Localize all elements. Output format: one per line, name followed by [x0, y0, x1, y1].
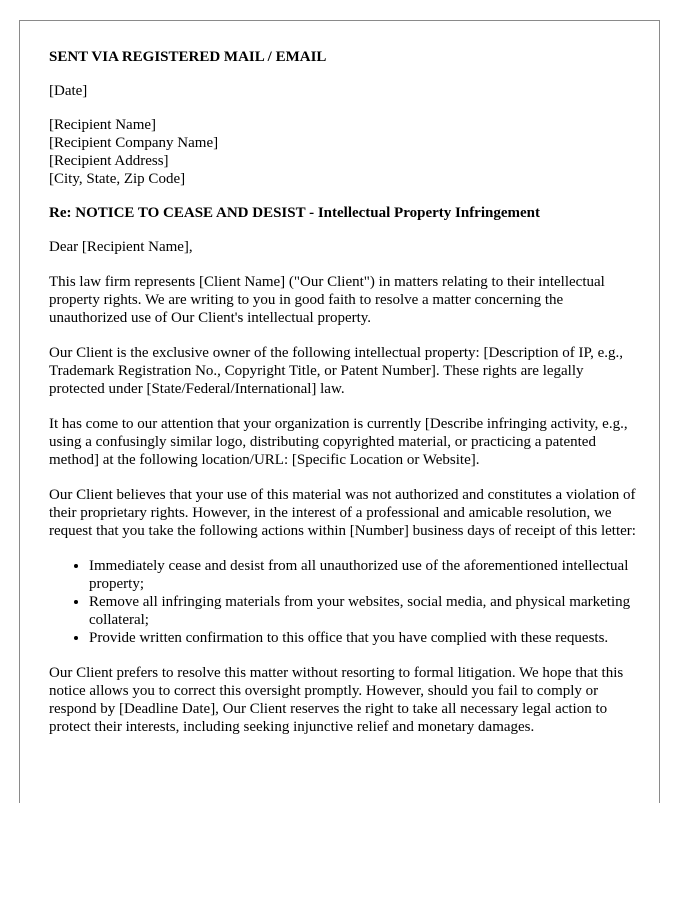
recipient-name: [Recipient Name] [49, 117, 157, 133]
letter-date: [Date] [49, 83, 88, 99]
letter-body [49, 48, 639, 753]
closing-paragraph: Our Client prefers to resolve this matter without resorting to formal litigation. We hope that this notice allows you to correct this oversight promptly. However, should you fail to comply or respond by [Deadline Date], Our Client reserves the right to take all necessary legal action to protect their interests, including seeking injunctive relief and monetary damages. [49, 665, 624, 735]
paragraph: This law firm represents [Client Name] ("Our Client") in matters relating to their intellectual property rights. We are writing to you in good faith to resolve a matter concerning the unauthorized use of Our Client's intellectual property. [49, 274, 605, 326]
recipient-address-block [49, 116, 639, 188]
list-item: • Provide written confirmation to this office that you have complied with these requests. [89, 629, 639, 647]
subject-line: Re: NOTICE TO CEASE AND DESIST - Intellectual Property Infringement [49, 205, 541, 221]
paragraph: It has come to our attention that your organization is currently [Describe infringing activity, e.g., using a confusingly similar logo, distributing copyrighted material, or practicing a patented method] at the following location/URL: [Specific Location or Website]. [49, 416, 628, 468]
delivery-method-heading: SENT VIA REGISTERED MAIL / EMAIL [49, 49, 327, 65]
recipient-company: [Recipient Company Name] [49, 135, 219, 151]
list-item: • Remove all infringing materials from your websites, social media, and physical marketing collateral; [89, 593, 639, 629]
action-items-list [49, 557, 639, 647]
letter-page [19, 20, 660, 803]
paragraph: Our Client believes that your use of this material was not authorized and constitutes a violation of their proprietary rights. However, in the interest of a professional and amicable resolution, we request that you take the following actions within [Number] business days of receipt of this letter: [49, 487, 636, 539]
recipient-address: [Recipient Address] [49, 153, 169, 169]
salutation: Dear [Recipient Name], [49, 239, 193, 255]
list-item: • Immediately cease and desist from all unauthorized use of the aforementioned intellectual property; [89, 557, 639, 593]
recipient-city-state-zip: [City, State, Zip Code] [49, 171, 186, 187]
paragraph: Our Client is the exclusive owner of the following intellectual property: [Description of IP, e.g., Trademark Registration No., Copyright Title, or Patent Number]. These rights are legally protected under [State/Federal/International] law. [49, 345, 624, 397]
